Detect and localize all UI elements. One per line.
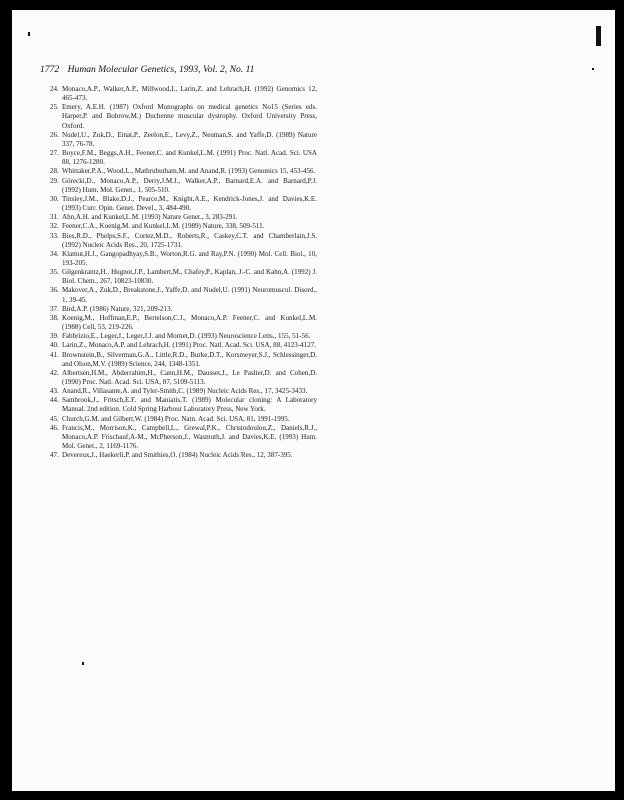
reference-number: 45.	[50, 414, 59, 423]
reference-number: 32.	[50, 222, 59, 231]
reference-entry	[50, 387, 317, 396]
reference-text: Larin,Z., Monaco,A.P. and Lehrach,H. (1991) Proc. Natl. Acad. Sci. USA, 88, 4123-4127.	[62, 341, 317, 350]
reference-number: 41.	[50, 350, 59, 359]
reference-entry	[50, 167, 317, 176]
reference-number: 47.	[50, 451, 59, 460]
scan-speck	[596, 26, 601, 46]
scan-speck	[82, 662, 84, 665]
reference-text: Feener,C.A., Koenig,M. and Kunkel,L.M. (1989) Nature, 338, 509-511.	[62, 222, 265, 231]
reference-entry	[50, 305, 317, 314]
document-page	[12, 10, 615, 791]
reference-list	[50, 85, 317, 460]
reference-entry	[50, 286, 317, 304]
reference-number: 30.	[50, 194, 59, 203]
reference-text: Whittaker,P.A., Wood,L., Mathrubutham,M. and Anand,R. (1993) Genomics 15, 453-456.	[62, 167, 316, 176]
reference-text: Nudel,U., Zuk,D., Einat,P., Zeelon,E., Levy,Z., Neuman,S. and Yaffe,D. (1989) Nature 337, 76-78.	[62, 130, 317, 148]
scan-speck	[592, 68, 594, 70]
reference-text: Emery, A.E.H. (1987) Oxford Monographs on medical genetics No15 (Series eds. Harper,P. and Bobrow,M.) Duchenne muscular dystrophy. Oxford University Press, Oxford.	[62, 103, 317, 130]
reference-entry	[50, 250, 317, 268]
reference-text: Brownstein,B., Silverman,G.A., Little,R.D., Burke,D.T., Korsmeyer,S.J., Schlessinger,D. and Olson,M.V. (1989) Science, 244, 1348-1351.	[62, 350, 317, 368]
reference-entry	[50, 351, 317, 369]
scan-speck	[28, 32, 30, 36]
reference-text: Koenig,M., Hoffman,E.P., Bertelson,C.J., Monaco,A.P. Feener,C. and Kunkel,L.M. (1988) Cell, 53, 219-226.	[62, 313, 317, 332]
reference-entry	[50, 451, 317, 460]
reference-text: Francis,M., Morrison,K., Campbell,L., Grewal,P.K., Christodoulou,Z., Daniels,R.J., Monaco,A.P. Frischauf,A-M., McPherson,J., Wasmuth,J. and Davies,K.E. (1993) Hum. Mol. Genet., 2, 1169-1176.	[62, 423, 317, 451]
reference-number: 40.	[50, 341, 59, 350]
reference-number: 27.	[50, 149, 59, 158]
reference-entry	[50, 213, 317, 222]
reference-entry	[50, 424, 317, 451]
reference-number: 28.	[50, 167, 59, 176]
reference-entry	[50, 232, 317, 250]
reference-text: Klamut,H.J., Gangopadhyay,S.B., Worton,R.G. and Ray,P.N. (1990) Mol. Cell. Biol., 10, 193-205.	[62, 249, 317, 267]
reference-number: 37.	[50, 304, 59, 313]
reference-entry	[50, 268, 317, 286]
reference-number: 34.	[50, 249, 59, 258]
reference-entry	[50, 341, 317, 350]
reference-text: Bird,A.P. (1986) Nature, 321, 209-213.	[62, 304, 173, 313]
reference-entry	[50, 149, 317, 167]
reference-number: 46.	[50, 423, 59, 432]
reference-entry	[50, 85, 317, 103]
reference-number: 33.	[50, 231, 59, 240]
journal-citation: Human Molecular Genetics, 1993, Vol. 2, No. 11	[67, 64, 255, 75]
reference-number: 44.	[50, 396, 59, 405]
reference-text: Makover,A., Zuk,D., Breakstone,J., Yaffe,D. and Nudel,U. (1991) Neuromuscul. Disord., 1, 39-45.	[62, 286, 317, 304]
reference-entry	[50, 103, 317, 130]
reference-entry	[50, 369, 317, 387]
reference-text: Sambrook,J., Fritsch,E.F. and Maniatis,T. (1989) Molecular cloning: A Laboratory Manual. 2nd edition. Cold Spring Harbour Laboratory Press, New York.	[62, 396, 317, 414]
reference-entry	[50, 195, 317, 213]
reference-number: 35.	[50, 268, 59, 277]
reference-text: Fabbrizio,E., Leger,J., Leger,J.J. and Mornet,D. (1993) Neuroscience Letts., 155, 51-56.	[62, 332, 311, 341]
reference-text: Albertsen,H.M., Abderrahim,H., Cann,H.M., Dausset,J., Le Paslier,D. and Cohen,D. (1990) Proc. Natl. Acad. Sci. USA, 87, 5109-5113.	[62, 368, 317, 386]
reference-text: Ahn,A.H. and Kunkel,L.M. (1993) Nature Genet., 3, 283-291.	[62, 213, 238, 222]
reference-entry	[50, 177, 317, 195]
reference-text: Church,G.M. and Gilbert,W. (1984) Proc. Natn. Acad. Sci. USA, 81, 1991-1995.	[62, 414, 290, 423]
reference-text: Anand,R., Villasante,A. and Tyler-Smith,C. (1989) Nucleic Acids Res., 17, 3425-3433.	[62, 387, 308, 396]
reference-number: 39.	[50, 332, 59, 341]
reference-text: Devereux,J., Haekerli,P. and Smithies,O. (1984) Nucleic Acids Res., 12, 387-395.	[62, 451, 293, 460]
reference-number: 29.	[50, 176, 59, 185]
reference-number: 43.	[50, 387, 59, 396]
reference-number: 36.	[50, 286, 59, 295]
reference-text: Tinsley,J.M., Blake,D.J., Pearce,M., Knight,A.E., Kendrick-Jones,J. and Davies,K.E.(1993) Curr. Opin. Genet. Devel., 3, 484-490.	[62, 194, 317, 213]
reference-text: Bies,R.D., Phelps,S.F., Cortez,M.D., Roberts,R., Caskey,C.T. and Chamberlain,J.S. (1992) Nucleic Acids Res., 20, 1725-1731.	[62, 231, 317, 249]
reference-number: 38.	[50, 313, 59, 322]
reference-entry	[50, 415, 317, 424]
reference-entry	[50, 222, 317, 231]
reference-number: 25.	[50, 103, 59, 112]
reference-entry	[50, 314, 317, 332]
reference-number: 24.	[50, 85, 59, 93]
page-number: 1772	[40, 64, 60, 75]
reference-entry	[50, 131, 317, 149]
reference-text: Gilgenkrantz,H., Hugnot,J.P., Lambert,M., Chafey,P., Kaplan, J.-C. and Kahn,A. (1992) J. Biol. Chem., 267, 10823-10830.	[62, 268, 317, 286]
reference-text: Boyce,F.M., Beggs,A.H., Feener,C. and Kunkel,L.M. (1991) Proc. Natl. Acad. Sci. USA 88, 1276-1280.	[62, 149, 317, 167]
reference-number: 26.	[50, 130, 59, 139]
reference-text: Monaco,A.P., Walker,A.P., Millwood,I., Larin,Z. and Lehrach,H. (1992) Genomics 12, 465-473.	[62, 85, 317, 103]
reference-text: Górecki,D., Monaco,A.P., Derry,J.M.J., Walker,A.P., Barnard,E.A. and Barnard,P.J. (1992) Hum. Mol. Genet., 1, 505-510.	[62, 176, 317, 194]
reference-number: 42.	[50, 368, 59, 377]
reference-number: 31.	[50, 213, 59, 222]
reference-entry	[50, 332, 317, 341]
running-header	[40, 64, 254, 75]
reference-entry	[50, 396, 317, 414]
